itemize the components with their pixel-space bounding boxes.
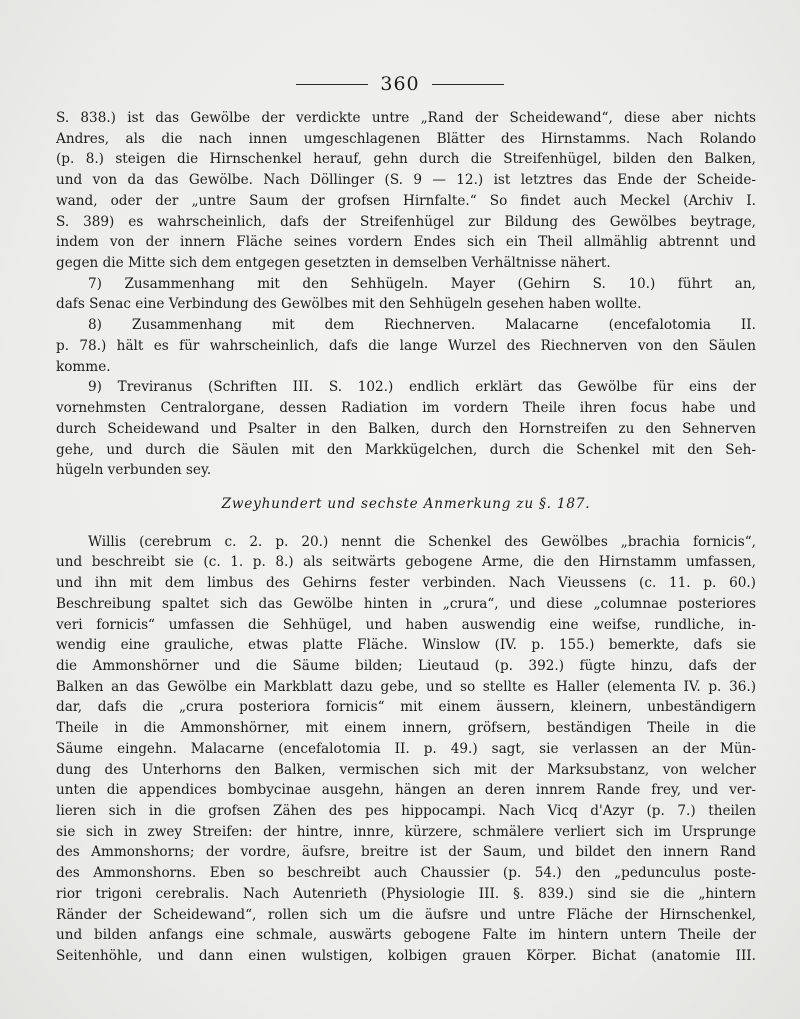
text-line: dafs Senac eine Verbindung des Gewölbes mit den Sehhügeln gesehen haben wollte. bbox=[56, 296, 642, 313]
text-line: Beschreibung spaltet sich das Gewölbe hinten in „crura“, und diese „columnae posteriores bbox=[56, 595, 756, 612]
paragraph bbox=[56, 377, 756, 481]
text-line: Willis (cerebrum c. 2. p. 20.) nennt die Schenkel des Gewölbes „brachia fornicis“, bbox=[88, 533, 756, 550]
text-line: und ihn mit dem limbus des Gehirns fester verbinden. Nach Vieussens (c. 11. p. 60.) bbox=[56, 575, 756, 592]
text-line: die Ammonshörner und die Säume bilden; Lieutaud (p. 392.) fügte hinzu, dafs der bbox=[56, 657, 756, 674]
text-line: sie sich in zwey Streifen: der hintre, innre, kürzere, schmälere verliert sich im Ursprunge bbox=[56, 823, 756, 840]
body-text bbox=[56, 108, 756, 967]
text-line: 9) Treviranus (Schriften III. S. 102.) endlich erklärt das Gewölbe für eins der bbox=[88, 379, 756, 396]
text-line: und beschreibt sie (c. 1. p. 8.) als seitwärts gebogene Arme, die den Hirnstamm umfassen, bbox=[56, 554, 756, 571]
text-line: gegen die Mitte sich dem entgegen gesetzten in demselben Verhältnisse nähert. bbox=[56, 255, 611, 272]
text-line: 7) Zusammenhang mit den Sehhügeln. Mayer (Gehirn S. 10.) führt an, bbox=[88, 275, 756, 292]
text-line: p. 78.) hält es für wahrscheinlich, dafs die lange Wurzel des Riechnerven von den Säulen bbox=[56, 337, 756, 354]
text-line: dung des Unterhorns den Balken, vermischen sich mit der Marksubstanz, von welcher bbox=[56, 761, 756, 778]
text-line: wand, oder der „untre Saum der grofsen Hirnfalte.“ So findet auch Meckel (Archiv I. bbox=[56, 192, 756, 209]
text-line: dar, dafs die „crura posteriora fornicis“ mit einem äussern, kleinern, unbeständigern bbox=[56, 699, 756, 716]
text-line: veri fornicis“ umfassen die Sehhügel, und haben auswendig eine weifse, rundliche, in- bbox=[56, 616, 756, 633]
header-rule-right bbox=[432, 84, 504, 85]
text-line: indem von der innern Fläche seines vordern Endes sich ein Theil allmählig abtrennt und bbox=[56, 234, 756, 251]
text-line: 8) Zusammenhang mit dem Riechnerven. Malacarne (encefalotomia II. bbox=[88, 317, 756, 334]
text-line: Andres, als die nach innen umgeschlagenen Blätter des Hirnstamms. Nach Rolando bbox=[56, 130, 756, 147]
text-line: rior trigoni cerebralis. Nach Autenrieth (Physiologie III. §. 839.) sind sie die „hintern bbox=[56, 885, 756, 902]
text-line: Balken an das Gewölbe ein Markblatt dazu gebe, und so stellte es Haller (elementa IV. p. 36.) bbox=[56, 678, 756, 695]
text-line: des Ammonshorns; der vordre, äufsre, breitre ist der Saum, und bildet den innern Rand bbox=[56, 844, 756, 861]
text-line: lieren sich in die grofsen Zähen des pes hippocampi. Nach Vicq d'Azyr (p. 7.) theilen bbox=[56, 803, 756, 819]
text-line: S. 389) es wahrscheinlich, dafs der Streifenhügel zur Bildung des Gewölbes beytrage, bbox=[56, 213, 756, 230]
page-header bbox=[0, 72, 800, 96]
text-line: Seitenhöhle, und dann einen wulstigen, kolbigen grauen Körper. Bichat (anatomie III. bbox=[56, 948, 756, 965]
text-line: vornehmsten Centralorgane, dessen Radiation im vordern Theile ihren focus habe und bbox=[56, 400, 756, 417]
paragraph bbox=[56, 532, 756, 967]
text-line: wendig eine grauliche, etwas platte Fläche. Winslow (IV. p. 155.) bemerkte, dafs sie bbox=[56, 637, 756, 654]
header-rule-left bbox=[296, 84, 368, 85]
paragraph bbox=[56, 315, 756, 377]
paragraph bbox=[56, 274, 756, 315]
text-line: Säume eingehn. Malacarne (encefalotomia II. p. 49.) sagt, sie verlassen an der Mün- bbox=[56, 740, 756, 757]
text-line: Theile in die Ammonshörner, mit einem innern, gröfsern, beständigen Theile in die bbox=[56, 720, 756, 737]
section-heading: Zweyhundert und sechste Anmerkung zu §. 187. bbox=[221, 495, 591, 512]
text-line: und bilden anfangs eine schmale, auswärts gebogene Falte im hintern untern Theile der bbox=[56, 927, 756, 944]
text-line: durch Scheidewand und Psalter in den Balken, durch den Hornstreifen zu den Sehnerven bbox=[56, 420, 756, 437]
paragraph bbox=[56, 108, 756, 274]
text-line: S. 838.) ist das Gewölbe der verdickte untre „Rand der Scheidewand“, diese aber nichts bbox=[56, 110, 756, 126]
text-line: Ränder der Scheidewand“, rollen sich um die äufsre und untre Fläche der Hirnschenkel, bbox=[56, 906, 756, 923]
text-line: komme. bbox=[56, 358, 111, 375]
text-line: hügeln verbunden sey. bbox=[56, 462, 212, 479]
text-line: (p. 8.) steigen die Hirnschenkel herauf, gehn durch die Streifenhügel, bilden den Balken, bbox=[56, 151, 756, 168]
text-line: und von da das Gewölbe. Nach Döllinger (S. 9 — 12.) ist letztres das Ende der Scheide- bbox=[56, 172, 756, 189]
text-line: gehe, und durch die Säulen mit den Markkügelchen, durch die Schenkel mit den Seh- bbox=[56, 441, 756, 458]
page-number: 360 bbox=[380, 73, 420, 95]
text-line: des Ammonshorns. Eben so beschreibt auch Chaussier (p. 54.) den „pedunculus poste- bbox=[56, 865, 756, 882]
text-line: unten die appendices bombycinae ausgehn, hängen an deren innrem Rande frey, und ver- bbox=[56, 782, 756, 799]
